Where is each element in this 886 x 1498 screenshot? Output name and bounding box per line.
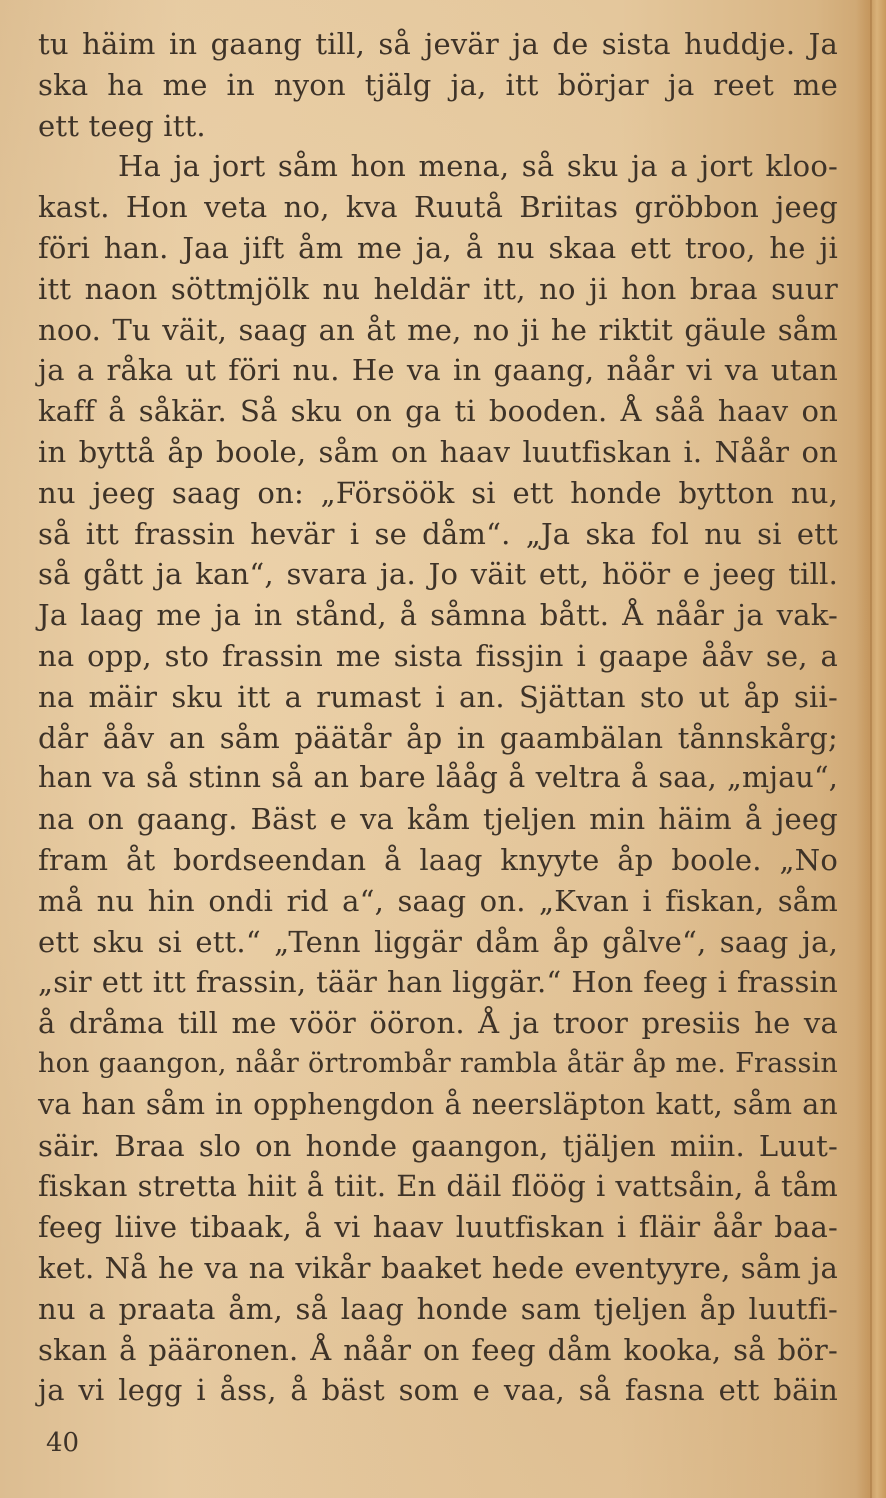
text-line: fram åt bordseendan å laag knyyte åp boole. „No <box>38 842 838 877</box>
text-line: å dråma till me vöör ööron. Å ja troor presiis he va <box>38 1006 838 1041</box>
text-line: ska ha me in nyon tjälg ja, itt börjar ja reet me <box>38 67 838 102</box>
text-line: han va så stinn så an bare lååg å veltra å saa, „mjau“, <box>38 761 838 795</box>
text-line: må nu hin ondi rid a“, saag on. „Kvan i fiskan, såm <box>38 883 838 918</box>
text-line: ja a råka ut föri nu. He va in gaang, nåår vi va utan <box>38 353 838 388</box>
text-line: ket. Nå he va na vikår baaket hede eventyyre, såm ja <box>38 1250 838 1285</box>
text-line: fiskan stretta hiit å tiit. En däil flöög i vattsåin, å tåm <box>38 1169 838 1204</box>
text-line: feeg liive tibaak, å vi haav luutfiskan i fläir åår baa- <box>38 1210 838 1245</box>
text-line: säir. Braa slo on honde gaangon, tjäljen miin. Luut- <box>38 1128 838 1163</box>
text-line: na opp, sto frassin me sista fissjin i gaape ååv se, a <box>38 638 838 673</box>
text-line: na on gaang. Bäst e va kåm tjeljen min häim å jeeg <box>38 802 838 837</box>
text-line: dår ååv an såm päätår åp in gaambälan tånnskårg; <box>38 720 838 755</box>
page-edge-line <box>870 0 872 1498</box>
text-line: ett sku si ett.“ „Tenn liggär dåm åp gålve“, saag ja, <box>38 924 838 959</box>
text-line: nu a praata åm, så laag honde sam tjeljen åp luutfi- <box>38 1291 838 1326</box>
text-line: så itt frassin hevär i se dåm“. „Ja ska fol nu si ett <box>38 516 838 551</box>
text-line: föri han. Jaa jift åm me ja, å nu skaa ett troo, he ji <box>38 230 838 265</box>
text-line: noo. Tu väit, saag an åt me, no ji he riktit gäule såm <box>38 312 838 347</box>
text-line: itt naon söttmjölk nu heldär itt, no ji hon braa suur <box>38 271 838 306</box>
text-line: na mäir sku itt a rumast i an. Sjättan sto ut åp sii- <box>38 679 838 714</box>
text-line: skan å pääronen. Å nåår on feeg dåm kooka, så bör- <box>38 1332 838 1367</box>
text-line: ett teeg itt. <box>38 108 206 143</box>
page-number: 40 <box>46 1428 80 1458</box>
text-line: „sir ett itt frassin, täär han liggär.“ Hon feeg i frassin <box>38 965 838 1000</box>
text-line: Ha ja jort såm hon mena, så sku ja a jort kloo- <box>118 149 838 184</box>
text-line: så gått ja kan“, svara ja. Jo väit ett, höör e jeeg till. <box>38 557 838 592</box>
text-line: in byttå åp boole, såm on haav luutfiskan i. Nåår on <box>38 434 838 469</box>
text-line: hon gaangon, nåår örtrombår rambla åtär åp me. Frassin <box>38 1047 838 1079</box>
text-line: kaff å såkär. Så sku on ga ti booden. Å såå haav on <box>38 394 838 429</box>
text-line: Ja laag me ja in stånd, å såmna bått. Å nåår ja vak- <box>38 598 838 633</box>
text-line: kast. Hon veta no, kva Ruutå Briitas gröbbon jeeg <box>38 190 838 225</box>
body-text <box>38 24 838 1411</box>
text-line: ja vi legg i åss, å bäst som e vaa, så fasna ett bäin <box>38 1373 838 1408</box>
text-line: nu jeeg saag on: „Försöök si ett honde bytton nu, <box>38 475 838 510</box>
text-line: tu häim in gaang till, så jevär ja de sista huddje. Ja <box>38 27 838 61</box>
text-line: va han såm in opphengdon å neersläpton katt, såm an <box>38 1087 838 1121</box>
